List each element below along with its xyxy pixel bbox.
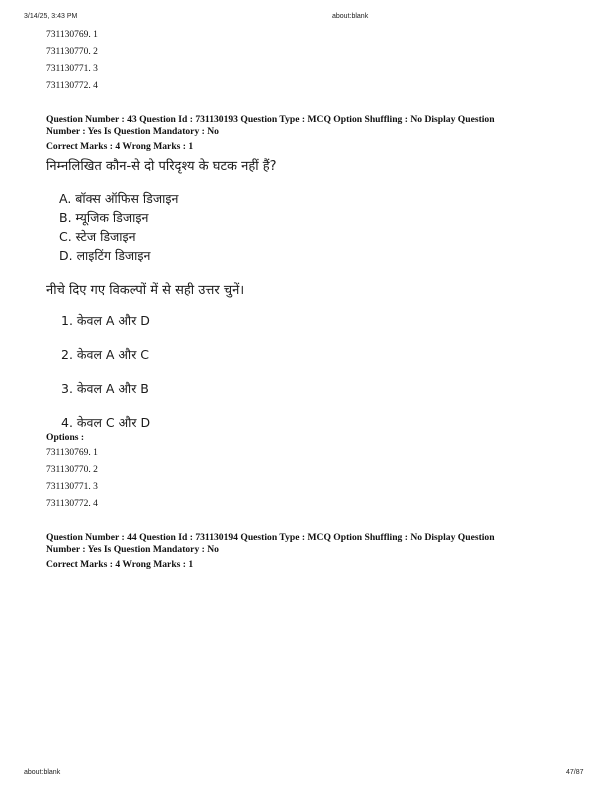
q44-meta-line-1: Question Number : 44 Question Id : 731130194 Question Type : MCQ Option Shuffling : No Display Question — [46, 532, 495, 543]
q43-stem: निम्नलिखित कौन-से दो परिदृश्य के घटक नहीं हैं? — [46, 159, 277, 174]
prev-option-2: 731130770. 2 — [46, 47, 98, 57]
print-datetime: 3/14/25, 3:43 PM — [24, 13, 78, 20]
print-url: about:blank — [332, 13, 369, 20]
q44-marks: Correct Marks : 4 Wrong Marks : 1 — [46, 559, 194, 570]
q43-meta-line-1: Question Number : 43 Question Id : 731130193 Question Type : MCQ Option Shuffling : No Display Question — [46, 114, 495, 125]
q43-option-2: 731130770. 2 — [46, 465, 98, 475]
q44-meta-line-2: Number : Yes Is Question Mandatory : No — [46, 544, 219, 555]
q43-item-a: A. बॉक्स ऑफिस डिजाइन — [59, 191, 179, 206]
prev-option-3: 731130771. 3 — [46, 64, 98, 74]
q43-choice-4: 4. केवल C और D — [61, 415, 151, 430]
page-number: 47/87 — [566, 769, 584, 776]
q43-option-4: 731130772. 4 — [46, 499, 98, 509]
q43-meta-line-2: Number : Yes Is Question Mandatory : No — [46, 126, 219, 137]
q43-option-3: 731130771. 3 — [46, 482, 98, 492]
q43-item-d: D. लाइटिंग डिजाइन — [59, 248, 151, 263]
q43-marks: Correct Marks : 4 Wrong Marks : 1 — [46, 141, 194, 152]
q43-choice-2: 2. केवल A और C — [61, 347, 150, 362]
footer-url: about:blank — [24, 769, 61, 776]
q43-instruction: नीचे दिए गए विकल्पों में से सही उत्तर चुनें। — [46, 283, 245, 298]
q43-item-c: C. स्टेज डिजाइन — [59, 229, 136, 244]
prev-option-4: 731130772. 4 — [46, 81, 98, 91]
q43-option-1: 731130769. 1 — [46, 448, 98, 458]
q43-options-label: Options : — [46, 432, 85, 443]
prev-option-1: 731130769. 1 — [46, 30, 98, 40]
q43-item-b: B. म्यूजिक डिजाइन — [59, 210, 149, 225]
q43-choice-3: 3. केवल A और B — [61, 381, 149, 396]
q43-choice-1: 1. केवल A और D — [61, 313, 150, 328]
